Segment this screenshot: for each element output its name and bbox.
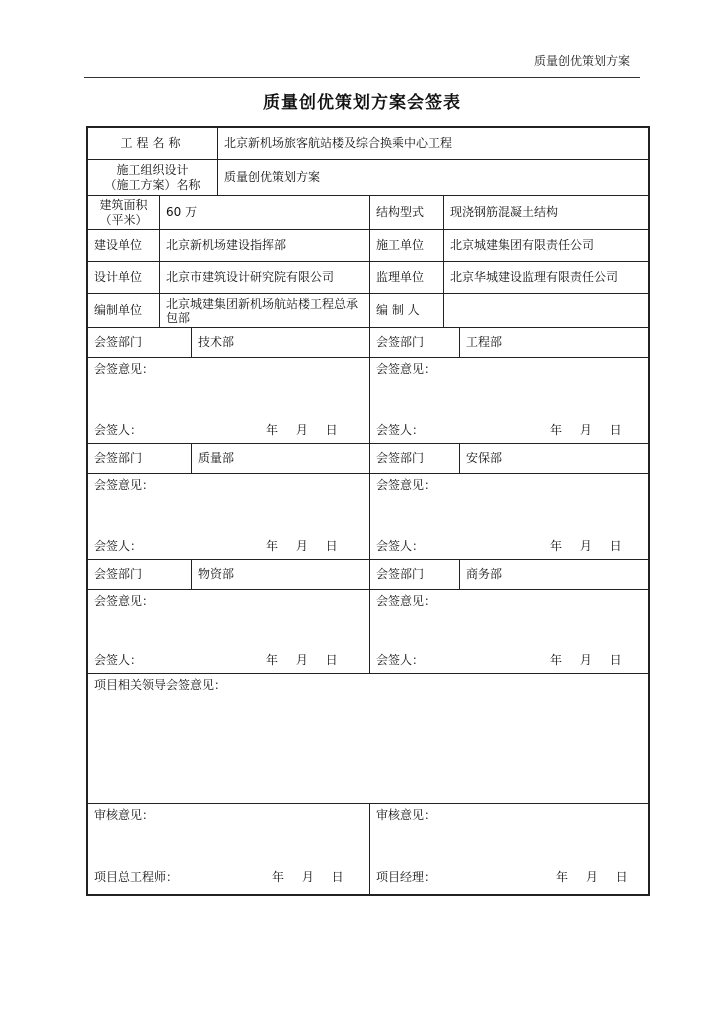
opinion-box-left-3 [88, 590, 370, 674]
signer-label: 会签人： [94, 423, 143, 437]
dept-label-left-3: 会签部门 [88, 560, 192, 590]
page-title: 质量创优策划方案会签表 [263, 93, 461, 113]
dept-name-right-1: 工程部 [460, 328, 650, 358]
dept-name-left-3: 物资部 [192, 560, 370, 590]
opinion-box-left-1 [88, 358, 370, 444]
opinion-label: 会签意见： [376, 478, 437, 492]
area-label-line1: 建筑面积 [99, 197, 148, 212]
dept-name-right-3: 商务部 [460, 560, 650, 590]
sign-date: 年 月 日 [550, 653, 622, 667]
signer-label: 会签人： [94, 653, 143, 667]
designer-label: 设计单位 [88, 262, 160, 294]
dept-label-left-1: 会签部门 [88, 328, 192, 358]
review-label: 审核意见： [376, 808, 437, 822]
opinion-label: 会签意见： [94, 594, 155, 608]
review-box-right [370, 804, 650, 894]
chief-engineer-label: 项目总工程师： [94, 870, 179, 884]
header-divider [84, 77, 640, 78]
design-label-line1: 施工组织设计 [116, 162, 189, 177]
area-label [88, 196, 160, 230]
leader-opinion-label: 项目相关领导会签意见： [94, 678, 227, 692]
designer-value: 北京市建筑设计研究院有限公司 [160, 262, 370, 294]
area-value: 60 万 [160, 196, 370, 230]
dept-label-right-3: 会签部门 [370, 560, 460, 590]
constructor-value: 北京城建集团有限责任公司 [444, 230, 650, 262]
sign-date: 年 月 日 [266, 539, 338, 553]
opinion-label: 会签意见： [94, 362, 155, 376]
signer-label: 会签人： [376, 423, 425, 437]
header-doc-name: 质量创优策划方案 [533, 54, 630, 68]
dept-label-left-2: 会签部门 [88, 444, 192, 474]
builder-label: 建设单位 [88, 230, 160, 262]
signer-label: 会签人： [376, 653, 425, 667]
design-name-label [88, 160, 218, 196]
dept-label-right-2: 会签部门 [370, 444, 460, 474]
opinion-box-left-2 [88, 474, 370, 560]
design-label-line2: （施工方案）名称 [104, 177, 201, 192]
supervisor-value: 北京华城建设监理有限责任公司 [444, 262, 650, 294]
review-box-left [88, 804, 370, 894]
author-label: 编 制 人 [370, 294, 444, 328]
sign-date: 年 月 日 [266, 423, 338, 437]
review-date-left: 年 月 日 [272, 870, 344, 884]
supervisor-label: 监理单位 [370, 262, 444, 294]
project-name-value: 北京新机场旅客航站楼及综合换乘中心工程 [218, 128, 650, 160]
sign-date: 年 月 日 [550, 423, 622, 437]
leader-opinion-box [88, 674, 650, 804]
dept-name-right-2: 安保部 [460, 444, 650, 474]
design-name-value: 质量创优策划方案 [218, 160, 650, 196]
dept-name-left-2: 质量部 [192, 444, 370, 474]
area-label-line2: （平米） [99, 212, 148, 227]
compiler-value: 北京城建集团新机场航站楼工程总承包部 [160, 294, 370, 328]
constructor-label: 施工单位 [370, 230, 444, 262]
signoff-form [86, 126, 650, 896]
opinion-label: 会签意见： [94, 478, 155, 492]
structure-label: 结构型式 [370, 196, 444, 230]
review-date-right: 年 月 日 [556, 870, 628, 884]
opinion-box-right-2 [370, 474, 650, 560]
structure-value: 现浇钢筋混凝土结构 [444, 196, 650, 230]
opinion-label: 会签意见： [376, 362, 437, 376]
opinion-label: 会签意见： [376, 594, 437, 608]
signer-label: 会签人： [94, 539, 143, 553]
compiler-label: 编制单位 [88, 294, 160, 328]
sign-date: 年 月 日 [266, 653, 338, 667]
project-manager-label: 项目经理： [376, 870, 437, 884]
opinion-box-right-3 [370, 590, 650, 674]
sign-date: 年 月 日 [550, 539, 622, 553]
builder-value: 北京新机场建设指挥部 [160, 230, 370, 262]
dept-name-left-1: 技术部 [192, 328, 370, 358]
opinion-box-right-1 [370, 358, 650, 444]
author-value [444, 294, 650, 328]
project-name-label: 工程名称 [88, 128, 218, 160]
dept-label-right-1: 会签部门 [370, 328, 460, 358]
signer-label: 会签人： [376, 539, 425, 553]
review-label: 审核意见： [94, 808, 155, 822]
